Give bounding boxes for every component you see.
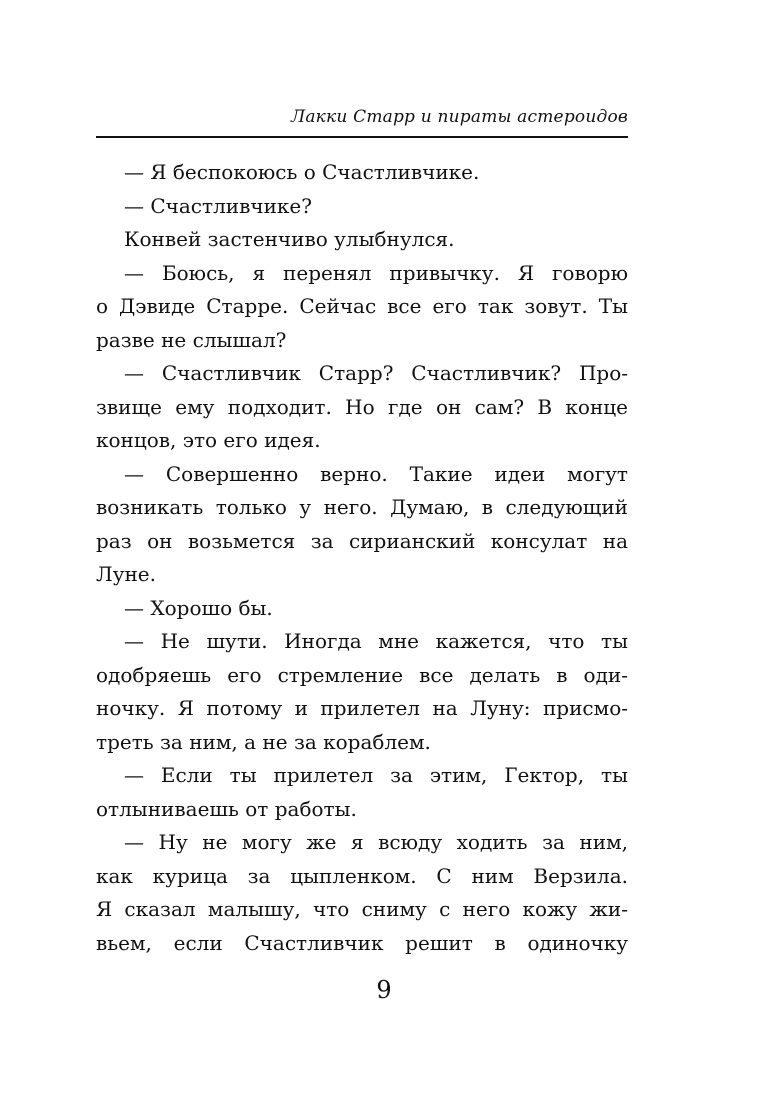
text-body [96,156,628,960]
text-line: разве не слышал? [96,327,287,352]
text-line: ночку. Я потому и прилетел на Луну: присмо- [96,696,628,720]
text-line: возникать только у него. Думаю, в следующий [96,495,628,519]
text-line: как курица за цыпленком. С ним Верзила. [96,863,628,888]
text-line: о Дэвиде Старре. Сейчас все его так зовут. Ты [96,294,628,318]
text-line: — Счастливчике? [124,193,312,218]
text-line: треть за ним, а не за кораблем. [96,729,431,754]
text-line: — Хорошо бы. [124,595,273,620]
text-line: — Не шути. Иногда мне кажется, что ты [124,629,628,653]
text-line: вьем, если Счастливчик решит в одиночку [96,930,628,955]
running-header [96,96,628,138]
text-line: — Счастливчик Старр? Счастливчик? Про- [124,361,628,385]
text-line: — Совершенно верно. Такие идеи могут [124,461,628,486]
text-line: Луне. [96,562,156,586]
text-line: — Я беспокоюсь о Счастливчике. [124,160,480,184]
text-line: Конвей застенчиво улыбнулся. [124,227,455,251]
page-number: 9 [376,976,392,1004]
text-line: раз он возьмется за сирианский консулат на [96,528,628,553]
text-line: Я сказал малышу, что сниму с него кожу жи- [96,897,628,921]
text-line: концов, это его идея. [96,428,321,452]
text-line: — Боюсь, я перенял привычку. Я говорю [124,260,628,285]
text-line: одобряешь его стремление все делать в оди- [96,662,628,687]
text-line: звище ему подходит. Но где он сам? В конце [96,394,628,419]
running-title: Лакки Старр и пираты астероидов [290,107,628,127]
text-line: — Ну не могу же я всюду ходить за ним, [124,830,628,854]
text-line: отлыниваешь от работы. [96,796,357,821]
text-line: — Если ты прилетел за этим, Гектор, ты [124,763,628,787]
